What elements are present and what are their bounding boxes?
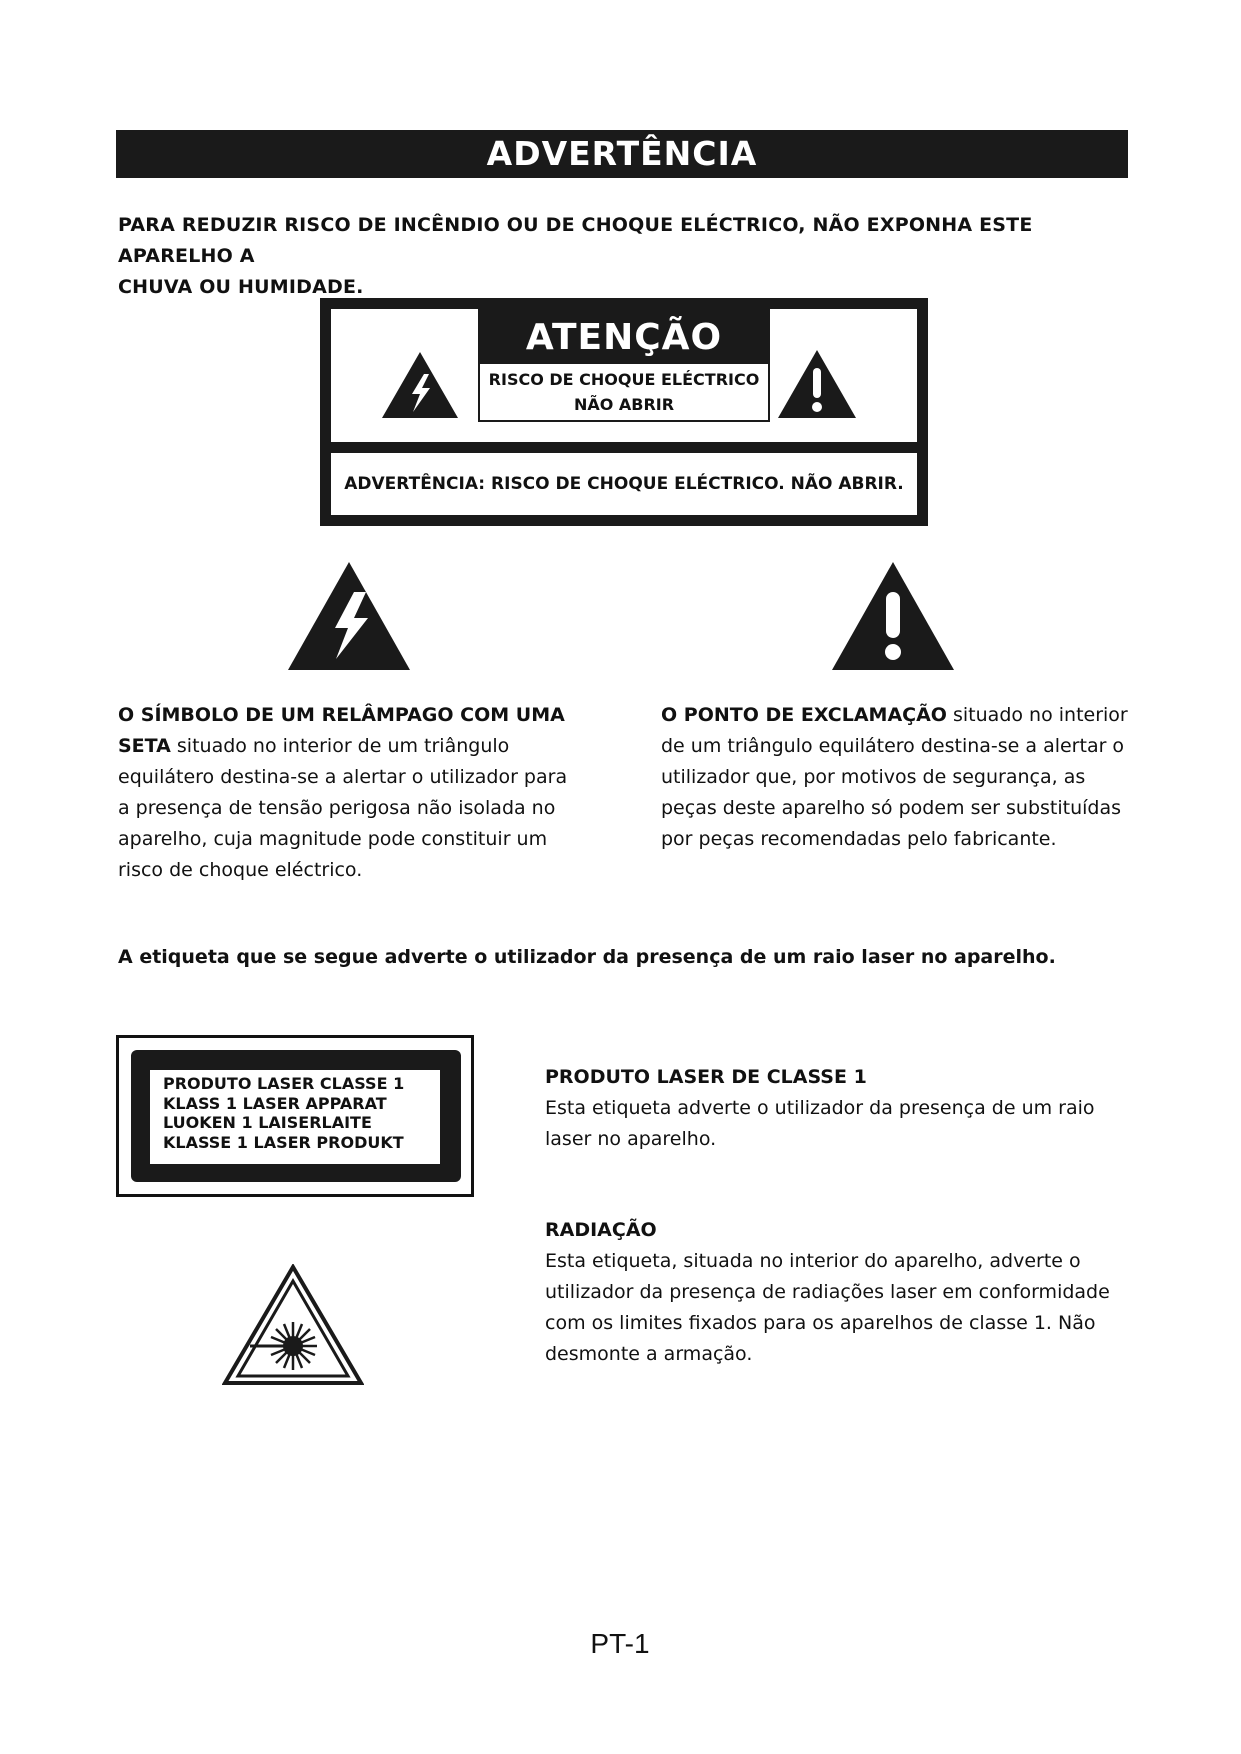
exclamation-text-5: por peças recomendadas pelo fabricante.	[661, 828, 1057, 850]
class1-heading: PRODUTO LASER DE CLASSE 1	[545, 1066, 867, 1088]
intro-line-2: CHUVA OU HUMIDADE.	[118, 276, 364, 298]
radiation-text-4: desmonte a armação.	[545, 1343, 753, 1365]
exclamation-text-2: de um triângulo equilátero destina-se a alertar o	[661, 735, 1125, 757]
intro-warning	[118, 210, 1138, 303]
exclamation-text-3: utilizador que, por motivos de segurança, as	[661, 766, 1086, 788]
page-title: ADVERTÊNCIA	[116, 130, 1128, 178]
caution-subtitle	[480, 364, 768, 420]
exclamation-text-1: situado no interior	[946, 704, 1128, 726]
caution-subtitle-line-2: NÃO ABRIR	[573, 395, 675, 414]
laser-radiation-icon	[222, 1264, 364, 1386]
lightning-heading-cont: SETA	[118, 735, 171, 757]
laser-sentence: A etiqueta que se segue adverte o utilizador da presença de um raio laser no aparelho.	[118, 946, 1056, 968]
laser-label-line-2: KLASS 1 LASER APPARAT	[163, 1093, 387, 1113]
lightning-text-5: aparelho, cuja magnitude pode constituir um	[118, 828, 548, 850]
caution-bottom-text: ADVERTÊNCIA: RISCO DE CHOQUE ELÉCTRICO. NÃO ABRIR.	[331, 453, 917, 515]
radiation-text-3: com os limites fixados para os aparelhos de classe 1. Não	[545, 1312, 1096, 1334]
lightning-text-4: a presença de tensão perigosa não isolada no	[118, 797, 556, 819]
exclamation-text-4: peças deste aparelho só podem ser substituídas	[661, 797, 1122, 819]
lightning-text-3: equilátero destina-se a alertar o utilizador para	[118, 766, 568, 788]
class1-text-1: Esta etiqueta adverte o utilizador da presença de um raio	[545, 1097, 1095, 1119]
laser-label-line-1: PRODUTO LASER CLASSE 1	[163, 1074, 405, 1093]
laser-label-line-4: KLASSE 1 LASER PRODUKT	[163, 1132, 404, 1152]
intro-line-1: PARA REDUZIR RISCO DE INCÊNDIO OU DE CHOQUE ELÉCTRICO, NÃO EXPONHA ESTE APARELHO A	[118, 214, 1033, 267]
radiation-section	[545, 1215, 1145, 1370]
lightning-warning-icon	[382, 352, 458, 418]
lightning-heading: O SÍMBOLO DE UM RELÂMPAGO COM UMA	[118, 704, 565, 726]
exclamation-heading: O PONTO DE EXCLAMAÇÃO	[661, 704, 947, 726]
laser-label-line-3: LUOKEN 1 LAISERLAITE	[163, 1113, 372, 1132]
lightning-text-6: risco de choque eléctrico.	[118, 859, 363, 881]
exclamation-warning-icon	[778, 350, 856, 418]
radiation-text-1: Esta etiqueta, situada no interior do aparelho, adverte o	[545, 1250, 1081, 1272]
radiation-text-2: utilizador da presença de radiações laser em conformidade	[545, 1281, 1110, 1303]
exclamation-explanation	[661, 700, 1131, 855]
caution-title: ATENÇÃO	[525, 317, 723, 358]
exclamation-triangle-icon	[832, 562, 954, 670]
lightning-text-2: situado no interior de um triângulo	[170, 735, 510, 757]
page-number: PT-1	[590, 1628, 650, 1659]
class1-section	[545, 1062, 1145, 1155]
lightning-triangle-icon	[288, 562, 410, 670]
caution-subtitle-line-1: RISCO DE CHOQUE ELÉCTRICO	[488, 370, 760, 389]
lightning-explanation	[118, 700, 588, 886]
radiation-heading: RADIAÇÃO	[545, 1219, 657, 1241]
class1-text-2: laser no aparelho.	[545, 1128, 717, 1150]
